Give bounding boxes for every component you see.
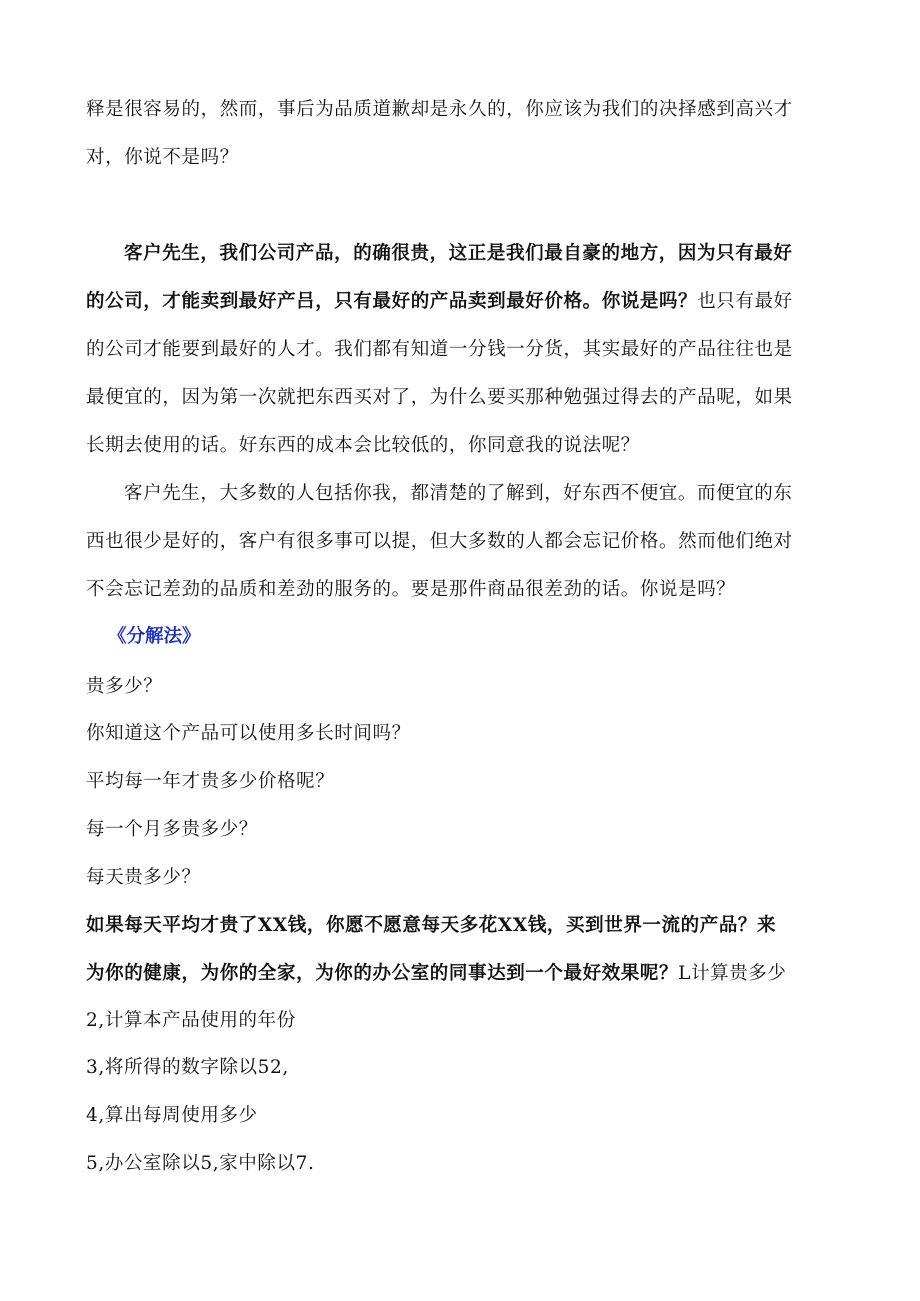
paragraph-line bbox=[86, 960, 787, 988]
paragraph-line: 对，你说不是吗？ bbox=[86, 147, 239, 168]
step-item: 5,办公室除以5,家中除以7. bbox=[86, 1153, 315, 1174]
paragraph-line: 如果每天平均才贵了XX钱，你愿不愿意每天多花XX钱，买到世界一流的产品？来 bbox=[86, 915, 777, 936]
step-item: 2,计算本产品使用的年份 bbox=[86, 1010, 296, 1031]
question-item: 平均每一年才贵多少价格呢？ bbox=[86, 771, 335, 792]
paragraph-line: 释是很容易的，然而，事后为品质道歉却是永久的，你应该为我们的决择感到高兴才 bbox=[86, 99, 793, 120]
paragraph-line: 客户先生，我们公司产品，的确很贵，这正是我们最自豪的地方，因为只有最好 bbox=[124, 243, 793, 264]
question-item: 贵多少？ bbox=[86, 676, 163, 697]
paragraph-line: 长期去使用的话。好东西的成本会比较低的，你同意我的说法呢？ bbox=[86, 435, 640, 456]
paragraph-line: 客户先生，大多数的人包括你我，都清楚的了解到，好东西不便宜。而便宜的东 bbox=[124, 483, 793, 504]
question-item: 每天贵多少？ bbox=[86, 867, 201, 888]
paragraph-line: 不会忘记差劲的品质和差劲的服务的。要是那件商品很差劲的话。你说是吗？ bbox=[86, 579, 736, 600]
bold-text: 的公司，才能卖到最好产吕，只有最好的产品卖到最好价格。你说是吗？ bbox=[86, 291, 698, 312]
paragraph-line: 最便宜的，因为第一次就把东西买对了，为什么要买那种勉强过得去的产品呢，如果 bbox=[86, 387, 793, 408]
step-item: 4,算出每周使用多少 bbox=[86, 1105, 258, 1126]
normal-text: L计算贵多少 bbox=[678, 963, 787, 984]
paragraph-line: 西也很少是好的，客户有很多事可以提，但大多数的人都会忘记价格。然而他们绝对 bbox=[86, 531, 793, 552]
bold-text: 为你的健康，为你的全家，为你的办公室的同事达到一个最好效果呢？ bbox=[86, 963, 679, 984]
question-item: 每一个月多贵多少？ bbox=[86, 819, 258, 840]
section-heading: 《分解法》 bbox=[108, 626, 201, 647]
paragraph-line bbox=[86, 288, 793, 316]
step-item: 3,将所得的数字除以52, bbox=[86, 1057, 289, 1078]
normal-text: 也只有最好 bbox=[697, 291, 793, 312]
paragraph-line: 的公司才能要到最好的人才。我们都有知道一分钱一分货，其实最好的产品往往也是 bbox=[86, 339, 793, 360]
question-item: 你知道这个产品可以使用多长时间吗？ bbox=[86, 723, 411, 744]
